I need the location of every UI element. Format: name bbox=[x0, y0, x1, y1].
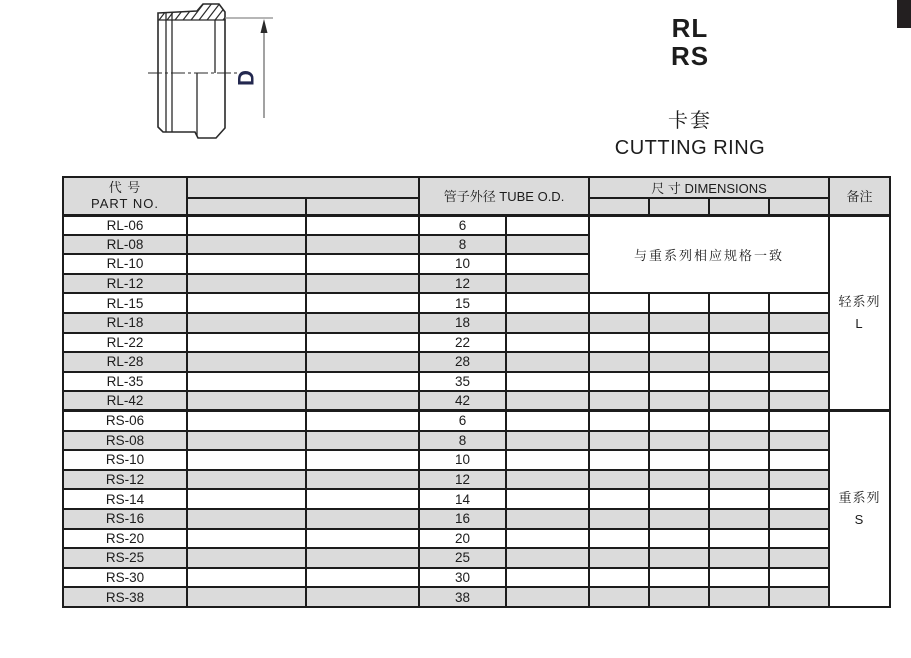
dimension-cell bbox=[649, 391, 709, 411]
empty-cell bbox=[187, 274, 306, 294]
tube-od-cell: 30 bbox=[419, 568, 506, 588]
tube-od-cell: 10 bbox=[419, 254, 506, 274]
empty-cell bbox=[187, 548, 306, 568]
dimension-cell bbox=[649, 509, 709, 529]
dimension-cell bbox=[709, 509, 769, 529]
header-part-no-en: PART NO. bbox=[91, 195, 159, 211]
empty-cell bbox=[306, 254, 419, 274]
empty-cell bbox=[306, 352, 419, 372]
tube-od-cell: 8 bbox=[419, 235, 506, 255]
empty-cell bbox=[506, 254, 589, 274]
dimension-cell bbox=[769, 313, 829, 333]
table-row bbox=[63, 489, 890, 509]
dimension-cell bbox=[649, 352, 709, 372]
series-code-rs: RS bbox=[670, 41, 710, 71]
table-row bbox=[63, 450, 890, 470]
dimension-cell bbox=[649, 372, 709, 392]
dimension-d-label: D bbox=[233, 70, 259, 86]
dimension-cell bbox=[709, 470, 769, 490]
empty-cell bbox=[187, 391, 306, 411]
tube-od-cell: 38 bbox=[419, 587, 506, 607]
empty-cell bbox=[187, 254, 306, 274]
page-corner-tab bbox=[897, 0, 911, 28]
empty-cell bbox=[506, 313, 589, 333]
header-part-no-cn: 代 号 bbox=[108, 179, 142, 195]
dimension-cell bbox=[589, 372, 649, 392]
tube-od-cell: 8 bbox=[419, 431, 506, 451]
empty-cell bbox=[306, 235, 419, 255]
empty-cell bbox=[187, 568, 306, 588]
dimension-cell bbox=[589, 391, 649, 411]
product-name-en: CUTTING RING bbox=[614, 137, 766, 159]
part-no-cell: RS-14 bbox=[63, 489, 187, 509]
remark-series-code: S bbox=[854, 512, 865, 528]
tube-od-cell: 20 bbox=[419, 529, 506, 549]
dimension-cell bbox=[649, 293, 709, 313]
empty-cell bbox=[506, 293, 589, 313]
header-dimensions: 尺 寸 DIMENSIONS bbox=[589, 177, 829, 198]
empty-cell bbox=[506, 450, 589, 470]
empty-cell bbox=[506, 509, 589, 529]
dimension-cell bbox=[649, 568, 709, 588]
product-name-cn: 卡套 bbox=[668, 110, 712, 132]
part-no-cell: RL-28 bbox=[63, 352, 187, 372]
dimension-cell bbox=[709, 293, 769, 313]
empty-cell bbox=[506, 235, 589, 255]
dimension-cell bbox=[709, 352, 769, 372]
dimension-cell bbox=[769, 568, 829, 588]
header-empty-group bbox=[187, 177, 419, 198]
empty-cell bbox=[306, 274, 419, 294]
part-no-cell: RL-15 bbox=[63, 293, 187, 313]
dimension-cell bbox=[589, 529, 649, 549]
tube-od-cell: 22 bbox=[419, 333, 506, 353]
table-row bbox=[63, 215, 890, 235]
empty-cell bbox=[187, 313, 306, 333]
part-no-cell: RL-12 bbox=[63, 274, 187, 294]
table-row bbox=[63, 352, 890, 372]
empty-cell bbox=[506, 372, 589, 392]
tube-od-cell: 10 bbox=[419, 450, 506, 470]
tube-od-cell: 6 bbox=[419, 411, 506, 431]
dimension-cell bbox=[649, 411, 709, 431]
dimension-arrow bbox=[261, 19, 268, 33]
dimension-cell bbox=[589, 293, 649, 313]
empty-cell bbox=[187, 509, 306, 529]
empty-cell bbox=[187, 235, 306, 255]
part-no-cell: RS-10 bbox=[63, 450, 187, 470]
dimension-cell bbox=[709, 548, 769, 568]
tube-od-cell: 25 bbox=[419, 548, 506, 568]
series-code-rl: RL bbox=[671, 13, 709, 43]
part-no-cell: RS-38 bbox=[63, 587, 187, 607]
header-dim-sub bbox=[649, 198, 709, 215]
empty-cell bbox=[306, 509, 419, 529]
empty-cell bbox=[306, 313, 419, 333]
remark-cell bbox=[829, 411, 890, 607]
header-dim-sub bbox=[709, 198, 769, 215]
remark-series-cn: 重系列 bbox=[838, 490, 881, 506]
empty-cell bbox=[506, 391, 589, 411]
part-no-cell: RL-18 bbox=[63, 313, 187, 333]
tube-od-cell: 42 bbox=[419, 391, 506, 411]
part-no-cell: RL-08 bbox=[63, 235, 187, 255]
table-row bbox=[63, 411, 890, 431]
dimension-cell bbox=[589, 509, 649, 529]
empty-cell bbox=[506, 529, 589, 549]
table-row bbox=[63, 333, 890, 353]
part-no-cell: RL-42 bbox=[63, 391, 187, 411]
dimension-cell bbox=[649, 489, 709, 509]
part-no-cell: RS-08 bbox=[63, 431, 187, 451]
tube-od-cell: 16 bbox=[419, 509, 506, 529]
header-part-no bbox=[63, 177, 187, 215]
dimension-cell bbox=[769, 372, 829, 392]
dimension-cell bbox=[769, 548, 829, 568]
table-row bbox=[63, 568, 890, 588]
empty-cell bbox=[506, 587, 589, 607]
dimension-cell bbox=[709, 489, 769, 509]
dimension-cell bbox=[769, 450, 829, 470]
empty-cell bbox=[306, 372, 419, 392]
note-cell: 与重系列相应规格一致 bbox=[589, 215, 829, 293]
remark-cell bbox=[829, 215, 890, 411]
tube-od-cell: 15 bbox=[419, 293, 506, 313]
header-remark: 备注 bbox=[829, 177, 890, 215]
dimension-cell bbox=[649, 431, 709, 451]
dimension-cell bbox=[649, 450, 709, 470]
dimension-cell bbox=[769, 529, 829, 549]
header-dim-sub bbox=[589, 198, 649, 215]
empty-cell bbox=[306, 293, 419, 313]
empty-cell bbox=[187, 333, 306, 353]
header-dim-sub bbox=[769, 198, 829, 215]
dimension-cell bbox=[769, 333, 829, 353]
dimension-cell bbox=[709, 391, 769, 411]
tube-od-cell: 14 bbox=[419, 489, 506, 509]
dimension-cell bbox=[709, 333, 769, 353]
empty-cell bbox=[187, 431, 306, 451]
empty-cell bbox=[506, 352, 589, 372]
dimension-cell bbox=[709, 372, 769, 392]
empty-cell bbox=[306, 587, 419, 607]
part-no-cell: RS-20 bbox=[63, 529, 187, 549]
part-no-cell: RS-12 bbox=[63, 470, 187, 490]
table-row bbox=[63, 391, 890, 411]
empty-cell bbox=[306, 529, 419, 549]
empty-cell bbox=[187, 293, 306, 313]
empty-cell bbox=[306, 450, 419, 470]
dimension-cell bbox=[769, 352, 829, 372]
empty-cell bbox=[187, 215, 306, 235]
dimension-cell bbox=[649, 333, 709, 353]
empty-cell bbox=[306, 489, 419, 509]
empty-cell bbox=[506, 411, 589, 431]
header-tube-od: 管子外径 TUBE O.D. bbox=[419, 177, 589, 215]
dimension-cell bbox=[709, 529, 769, 549]
table-row bbox=[63, 529, 890, 549]
part-no-cell: RS-06 bbox=[63, 411, 187, 431]
dimension-cell bbox=[649, 529, 709, 549]
dimension-cell bbox=[589, 333, 649, 353]
table-row bbox=[63, 548, 890, 568]
table-row bbox=[63, 509, 890, 529]
dimension-cell bbox=[649, 587, 709, 607]
header-empty-sub bbox=[306, 198, 419, 215]
dimension-cell bbox=[589, 313, 649, 333]
dimension-cell bbox=[589, 489, 649, 509]
table-row bbox=[63, 587, 890, 607]
part-no-cell: RL-35 bbox=[63, 372, 187, 392]
dimension-cell bbox=[589, 587, 649, 607]
empty-cell bbox=[506, 274, 589, 294]
title-block bbox=[555, 14, 825, 160]
empty-cell bbox=[187, 372, 306, 392]
spec-table bbox=[62, 176, 891, 608]
tube-od-cell: 6 bbox=[419, 215, 506, 235]
part-no-cell: RL-22 bbox=[63, 333, 187, 353]
dimension-cell bbox=[769, 509, 829, 529]
dimension-cell bbox=[589, 411, 649, 431]
empty-cell bbox=[306, 548, 419, 568]
table-row bbox=[63, 313, 890, 333]
empty-cell bbox=[187, 489, 306, 509]
tube-od-cell: 18 bbox=[419, 313, 506, 333]
dimension-cell bbox=[709, 411, 769, 431]
empty-cell bbox=[187, 529, 306, 549]
empty-cell bbox=[306, 215, 419, 235]
tube-od-cell: 28 bbox=[419, 352, 506, 372]
empty-cell bbox=[506, 470, 589, 490]
dimension-cell bbox=[769, 431, 829, 451]
dimension-cell bbox=[589, 450, 649, 470]
tube-od-cell: 35 bbox=[419, 372, 506, 392]
table-row bbox=[63, 372, 890, 392]
empty-cell bbox=[187, 352, 306, 372]
dimension-cell bbox=[589, 470, 649, 490]
dimension-cell bbox=[649, 548, 709, 568]
empty-cell bbox=[506, 568, 589, 588]
dimension-cell bbox=[709, 568, 769, 588]
empty-cell bbox=[306, 333, 419, 353]
part-no-cell: RS-30 bbox=[63, 568, 187, 588]
header-empty-sub bbox=[187, 198, 306, 215]
table-body bbox=[63, 215, 890, 607]
remark-series-cn: 轻系列 bbox=[838, 293, 881, 309]
dimension-cell bbox=[709, 587, 769, 607]
table-row bbox=[63, 431, 890, 451]
dimension-cell bbox=[769, 587, 829, 607]
tube-od-cell: 12 bbox=[419, 470, 506, 490]
empty-cell bbox=[187, 470, 306, 490]
cutting-ring-drawing bbox=[140, 0, 290, 160]
dimension-cell bbox=[769, 470, 829, 490]
dimension-cell bbox=[769, 489, 829, 509]
part-no-cell: RL-10 bbox=[63, 254, 187, 274]
dimension-cell bbox=[709, 431, 769, 451]
empty-cell bbox=[187, 411, 306, 431]
empty-cell bbox=[506, 431, 589, 451]
empty-cell bbox=[306, 391, 419, 411]
empty-cell bbox=[306, 568, 419, 588]
empty-cell bbox=[306, 411, 419, 431]
dimension-cell bbox=[709, 450, 769, 470]
dimension-cell bbox=[589, 548, 649, 568]
empty-cell bbox=[187, 450, 306, 470]
dimension-cell bbox=[589, 352, 649, 372]
empty-cell bbox=[506, 215, 589, 235]
empty-cell bbox=[506, 489, 589, 509]
tube-od-cell: 12 bbox=[419, 274, 506, 294]
table-row bbox=[63, 470, 890, 490]
dimension-cell bbox=[589, 431, 649, 451]
remark-series-code: L bbox=[855, 315, 864, 331]
dimension-cell bbox=[649, 470, 709, 490]
series-codes bbox=[555, 14, 825, 70]
empty-cell bbox=[506, 333, 589, 353]
dimension-cell bbox=[769, 293, 829, 313]
empty-cell bbox=[306, 431, 419, 451]
dimension-cell bbox=[649, 313, 709, 333]
table-row bbox=[63, 293, 890, 313]
part-no-cell: RS-25 bbox=[63, 548, 187, 568]
dimension-cell bbox=[769, 411, 829, 431]
part-no-cell: RS-16 bbox=[63, 509, 187, 529]
dimension-cell bbox=[589, 568, 649, 588]
empty-cell bbox=[306, 470, 419, 490]
part-no-cell: RL-06 bbox=[63, 215, 187, 235]
dimension-cell bbox=[709, 313, 769, 333]
empty-cell bbox=[506, 548, 589, 568]
empty-cell bbox=[187, 587, 306, 607]
dimension-cell bbox=[769, 391, 829, 411]
